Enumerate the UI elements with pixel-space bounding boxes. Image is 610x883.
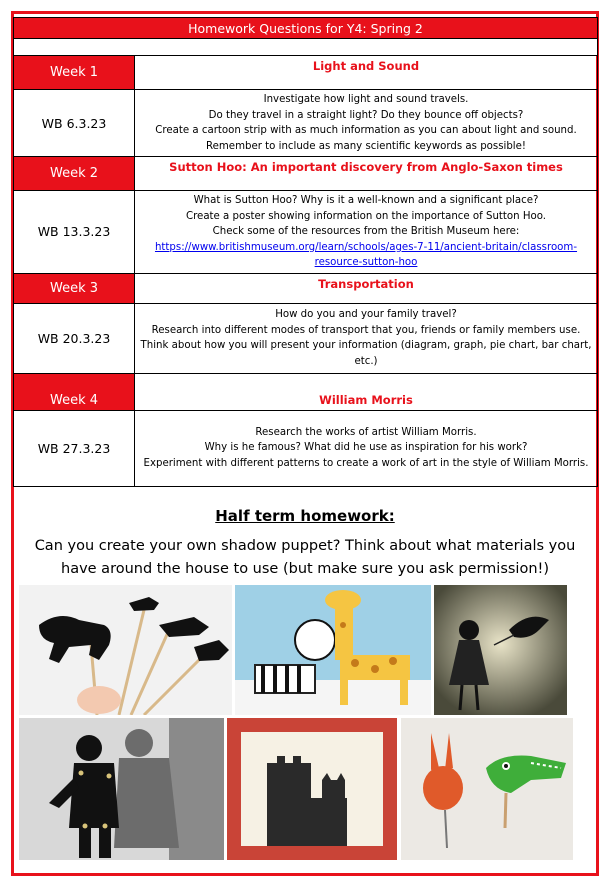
week-3-date: WB 20.3.23 xyxy=(14,303,135,373)
week-1-label: Week 1 xyxy=(14,56,135,90)
desc-line: How do you and your family travel? xyxy=(275,309,457,320)
half-term-text: Can you create your own shadow puppet? Think about what materials you have around the house to use (but make sure you ask permission!) xyxy=(34,538,576,577)
week-2-label: Week 2 xyxy=(14,157,135,191)
desc-line: Why is he famous? What did he use as inspiration for his work? xyxy=(204,442,528,454)
week-3-topic: Transportation xyxy=(135,273,598,303)
desc-line: Check some of the resources from the British Museum here: xyxy=(212,226,520,237)
homework-table xyxy=(13,17,598,487)
week-2-description xyxy=(135,191,598,274)
desc-line: Do they travel in a straight light? Do they bounce off objects? xyxy=(208,109,524,121)
desc-line: Think about how you will present your information (diagram, graph, pie chart, bar chart, etc.) xyxy=(140,340,592,367)
desc-line: Create a cartoon strip with as much information as you can about light and sound. xyxy=(155,125,577,136)
desc-line: Investigate how light and sound travels. xyxy=(263,94,469,105)
photo-jointed-people-shadows xyxy=(19,718,224,860)
spacer-row xyxy=(14,39,598,56)
desc-line: Research into different modes of transport that you, friends or family members use. xyxy=(151,324,581,336)
week-4-date: WB 27.3.23 xyxy=(14,410,135,486)
photo-girl-bird-shadow xyxy=(434,585,567,715)
desc-line: Remember to include as many scientific keywords as possible! xyxy=(205,140,526,152)
week-4-description xyxy=(135,410,598,486)
desc-line: Experiment with different patterns to create a work of art in the style of William Morris. xyxy=(143,457,589,469)
table-title: Homework Questions for Y4: Spring 2 xyxy=(14,18,598,39)
photo-zebra-giraffe-craft xyxy=(235,585,431,715)
week-4-topic: William Morris xyxy=(135,373,598,410)
week-1-date: WB 6.3.23 xyxy=(14,90,135,157)
half-term-heading: Half term homework: xyxy=(215,507,395,525)
week-1-topic: Light and Sound xyxy=(135,56,598,90)
week-2-topic: Sutton Hoo: An important discovery from Anglo-Saxon times xyxy=(135,157,598,191)
week-3-description xyxy=(135,303,598,373)
photo-castle-shadow-theatre xyxy=(227,718,397,860)
photo-animal-stick-puppets xyxy=(19,585,232,715)
week-1-description xyxy=(135,90,598,157)
week-4-label: Week 4 xyxy=(14,373,135,410)
week-3-label: Week 3 xyxy=(14,273,135,303)
desc-line: Create a poster showing information on the importance of Sutton Hoo. xyxy=(185,210,547,222)
desc-line: Research the works of artist William Morris. xyxy=(255,426,477,438)
week-2-date: WB 13.3.23 xyxy=(14,191,135,274)
desc-line: What is Sutton Hoo? Why is it a well-known and a significant place? xyxy=(193,195,539,206)
british-museum-link[interactable]: https://www.britishmuseum.org/learn/schools/ages-7-11/ancient-britain/classroom-resource-sutton-hoo xyxy=(154,241,578,268)
photo-rabbit-crocodile-puppets xyxy=(401,718,573,860)
